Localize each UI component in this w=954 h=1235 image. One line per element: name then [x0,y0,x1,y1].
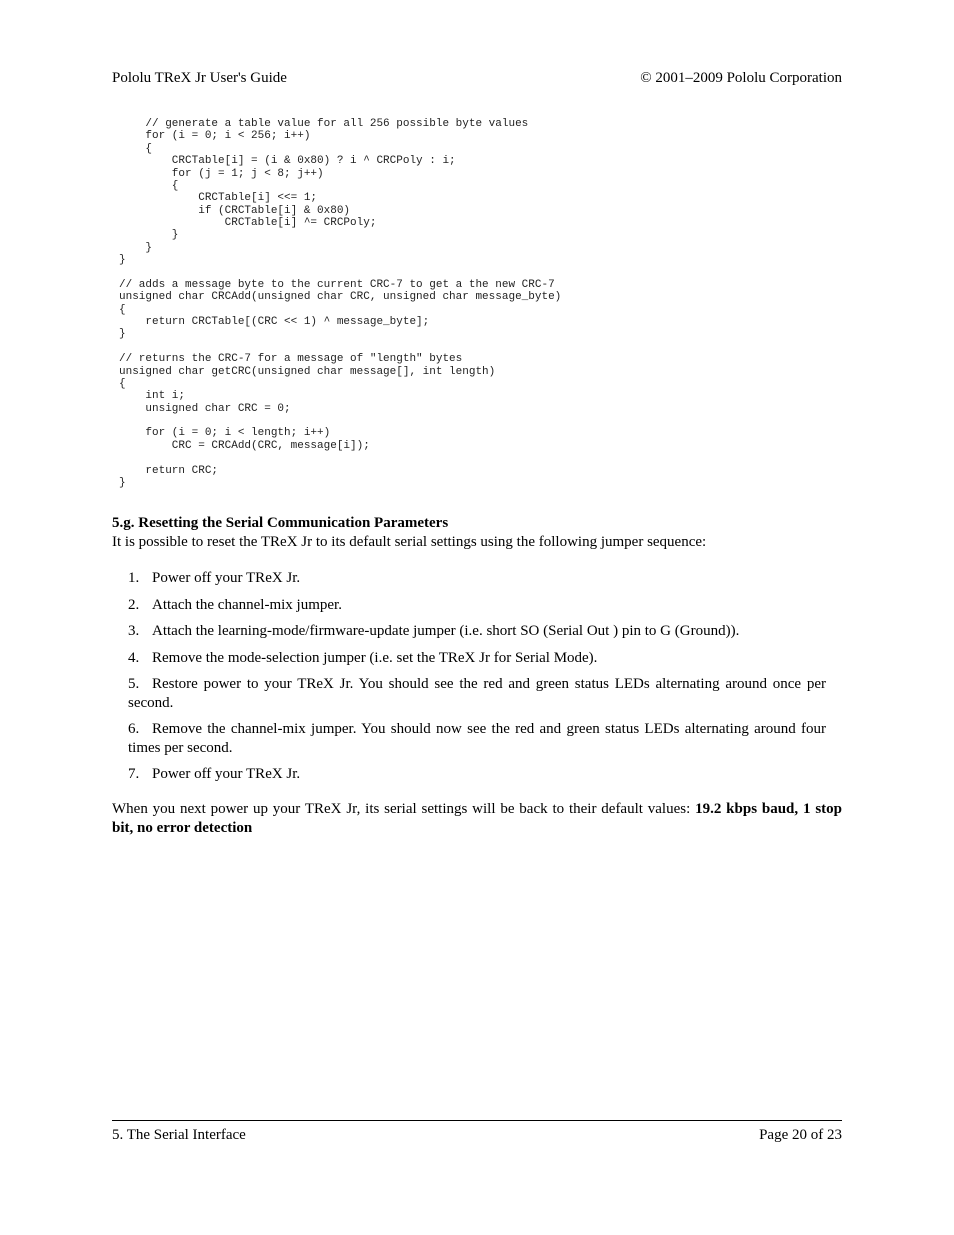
page-header [112,70,842,90]
copyright-notice: © 2001–2009 Pololu Corporation [640,70,842,86]
chapter-title: 5. The Serial Interface [112,1127,246,1143]
section-intro: It is possible to reset the TReX Jr to its default serial settings using the following jumper sequence: [112,534,707,550]
step-text: Power off your TReX Jr. [152,570,301,586]
closing-paragraph [112,800,842,837]
reset-section [112,514,842,551]
step-number: 1. [128,570,140,586]
step-text: Attach the channel-mix jumper. [152,596,342,613]
list-item [128,649,826,668]
list-item [128,569,826,588]
list-item [128,622,826,641]
step-number: 3. [128,623,140,639]
step-number: 6. [128,721,140,737]
jumper-steps-list [128,569,826,792]
step-text: Remove the mode-selection jumper (i.e. set the TReX Jr for Serial Mode). [152,649,598,666]
list-item [128,675,826,712]
page-number: Page 20 of 23 [759,1127,842,1143]
step-text: Power off your TReX Jr. [152,766,301,782]
step-text: Restore power to your TReX Jr. You should see the red and green status LEDs alternating around once per second. [128,676,826,711]
step-number: 4. [128,649,140,666]
default-settings: 19.2 kbps baud, 1 stop bit, no error detection [112,801,842,836]
page-footer [112,1127,842,1147]
step-number: 2. [128,596,140,613]
step-text: Remove the channel-mix jumper. You should now see the red and green status LEDs alternating around four times per second. [128,721,826,756]
list-item [128,765,826,784]
document-title: Pololu TReX Jr User's Guide [112,70,287,86]
list-item [128,720,826,757]
list-item [128,596,826,615]
code-listing: // generate a table value for all 256 possible byte values for (i = 0; i < 256; i++) { CRCTable[i] = (i & 0x80) ? i ^ CRCPoly : i; for (j = 1; j < 8; j++) { CRCTable[i] <<= 1; if (CRCTable[i] & 0x80) CRCTable[i] ^= CRCPoly; } } } // adds a message byte to the current CRC-7 to get a the new CRC-7 unsigned char CRCAdd(unsigned char CRC, unsigned char message_byte) { return CRCTable[(CRC << 1) ^ message_byte]; } // returns the CRC-7 for a message of "length" bytes unsigned char getCRC(unsigned char message[], int length) { int i; unsigned char CRC = 0; for (i = 0; i < length; i++) CRC = CRCAdd(CRC, message[i]); return CRC; } [119,118,562,489]
step-number: 7. [128,766,140,782]
section-heading: 5.g. Resetting the Serial Communication Parameters [112,515,449,531]
footer-divider [112,1120,842,1121]
step-text: Attach the learning-mode/firmware-update jumper (i.e. short SO (Serial Out ) pin to G (Ground)). [152,623,740,639]
step-number: 5. [128,676,140,692]
closing-text: When you next power up your TReX Jr, its serial settings will be back to their default values: [112,801,696,817]
